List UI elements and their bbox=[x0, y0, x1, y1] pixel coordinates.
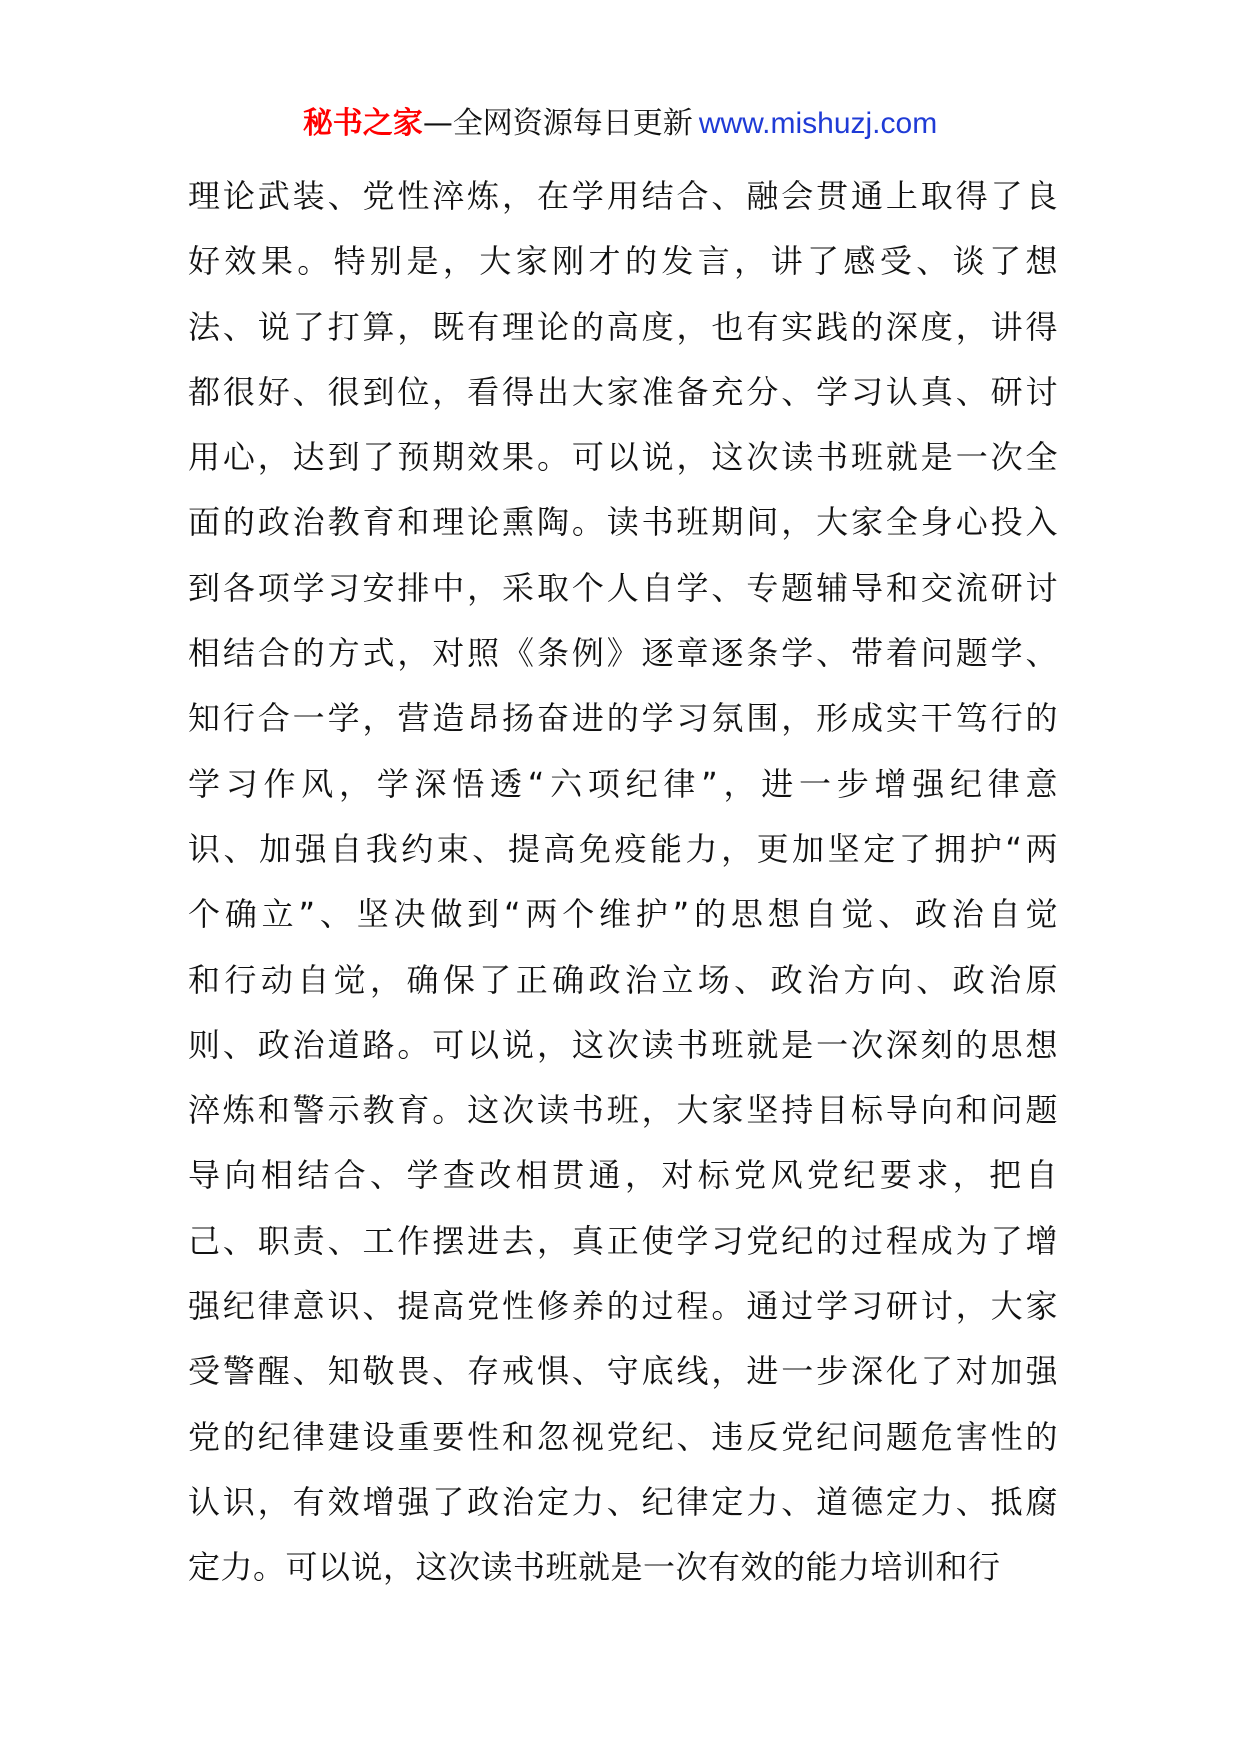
text-line: 个确立”、坚决做到“两个维护”的思想自觉、政治自觉 bbox=[188, 895, 1058, 934]
text-line: 识、加强自我约束、提高免疫能力，更加坚定了拥护“两 bbox=[188, 829, 1058, 868]
text-line: 导向相结合、学查改相贯通，对标党风党纪要求，把自 bbox=[188, 1156, 1058, 1195]
header-slogan: —全网资源每日更新 bbox=[422, 106, 693, 141]
text-line: 相结合的方式，对照《条例》逐章逐条学、带着问题学、 bbox=[188, 634, 1058, 673]
text-line: 和行动自觉，确保了正确政治立场、政治方向、政治原 bbox=[188, 960, 1058, 999]
text-line: 定力。可以说，这次读书班就是一次有效的能力培训和行 bbox=[188, 1548, 1001, 1587]
text-line: 受警醒、知敬畏、存戒惧、守底线，进一步深化了对加强 bbox=[188, 1352, 1058, 1391]
text-line: 党的纪律建设重要性和忽视党纪、违反党纪问题危害性的 bbox=[188, 1417, 1058, 1456]
text-line: 己、职责、工作摆进去，真正使学习党纪的过程成为了增 bbox=[188, 1221, 1058, 1260]
text-line: 到各项学习安排中，采取个人自学、专题辅导和交流研讨 bbox=[188, 568, 1058, 607]
text-line: 则、政治道路。可以说，这次读书班就是一次深刻的思想 bbox=[188, 1025, 1058, 1064]
text-line: 用心，达到了预期效果。可以说，这次读书班就是一次全 bbox=[188, 438, 1058, 477]
text-line: 都很好、很到位，看得出大家准备充分、学习认真、研讨 bbox=[188, 372, 1058, 411]
text-line: 知行合一学，营造昂扬奋进的学习氛围，形成实干笃行的 bbox=[188, 699, 1058, 738]
text-line: 淬炼和警示教育。这次读书班，大家坚持目标导向和问题 bbox=[188, 1091, 1058, 1130]
brand-name: 秘书之家 bbox=[302, 106, 423, 141]
text-line: 强纪律意识、提高党性修养的过程。通过学习研讨，大家 bbox=[188, 1287, 1058, 1326]
text-line: 好效果。特别是，大家刚才的发言，讲了感受、谈了想 bbox=[188, 242, 1058, 281]
page-header bbox=[0, 104, 1240, 144]
text-line: 认识，有效增强了政治定力、纪律定力、道德定力、抵腐 bbox=[188, 1482, 1058, 1521]
text-line: 法、说了打算，既有理论的高度，也有实践的深度，讲得 bbox=[188, 307, 1058, 346]
text-line: 面的政治教育和理论熏陶。读书班期间，大家全身心投入 bbox=[188, 503, 1058, 542]
text-line: 理论武装、党性淬炼，在学用结合、融会贯通上取得了良 bbox=[188, 177, 1058, 215]
body-text bbox=[188, 164, 1058, 1601]
text-line: 学习作风，学深悟透“六项纪律”，进一步增强纪律意 bbox=[188, 764, 1058, 803]
website-link[interactable]: www.mishuzj.com bbox=[698, 107, 938, 140]
